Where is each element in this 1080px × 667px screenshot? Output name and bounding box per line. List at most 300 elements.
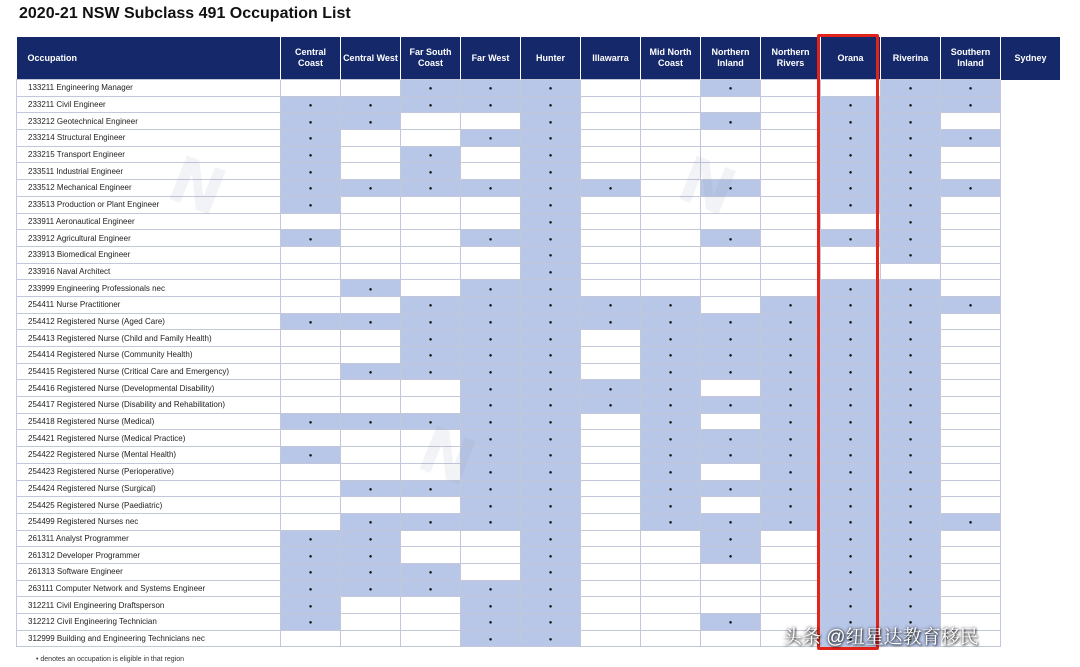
empty-cell: [701, 597, 761, 614]
occupation-cell: 233212 Geotechnical Engineer: [17, 113, 281, 130]
eligible-dot-cell: [821, 96, 881, 113]
eligible-dot-cell: [401, 347, 461, 364]
eligible-dot-cell: [881, 146, 941, 163]
header-region: Southern Inland: [941, 37, 1001, 80]
table-row: [17, 430, 1061, 447]
eligible-dot-cell: [761, 497, 821, 514]
eligible-dot-cell: [341, 563, 401, 580]
empty-cell: [401, 380, 461, 397]
eligible-dot-cell: [881, 497, 941, 514]
eligible-dot-cell: [521, 363, 581, 380]
eligible-dot-cell: [401, 313, 461, 330]
occupation-cell: 254425 Registered Nurse (Paediatric): [17, 497, 281, 514]
eligible-dot-cell: [821, 163, 881, 180]
eligible-dot-cell: [341, 413, 401, 430]
eligible-dot-cell: [881, 463, 941, 480]
table-row: [17, 80, 1061, 97]
table-row: [17, 280, 1061, 297]
eligible-dot-cell: [881, 513, 941, 530]
empty-cell: [341, 347, 401, 364]
occupation-cell: 254412 Registered Nurse (Aged Care): [17, 313, 281, 330]
empty-cell: [401, 196, 461, 213]
eligible-dot-cell: [521, 580, 581, 597]
table-row: [17, 397, 1061, 414]
eligible-dot-cell: [821, 547, 881, 564]
empty-cell: [581, 497, 641, 514]
empty-cell: [941, 163, 1001, 180]
eligible-dot-cell: [281, 597, 341, 614]
empty-cell: [281, 330, 341, 347]
eligible-dot-cell: [821, 130, 881, 147]
eligible-dot-cell: [641, 513, 701, 530]
header-region: Northern Inland: [701, 37, 761, 80]
empty-cell: [941, 597, 1001, 614]
empty-cell: [581, 463, 641, 480]
empty-cell: [641, 230, 701, 247]
eligible-dot-cell: [821, 146, 881, 163]
footnote: • denotes an occupation is eligible in that region: [36, 656, 184, 663]
empty-cell: [461, 547, 521, 564]
eligible-dot-cell: [401, 363, 461, 380]
eligible-dot-cell: [401, 330, 461, 347]
empty-cell: [341, 263, 401, 280]
eligible-dot-cell: [341, 580, 401, 597]
eligible-dot-cell: [881, 163, 941, 180]
eligible-dot-cell: [341, 530, 401, 547]
empty-cell: [701, 196, 761, 213]
eligible-dot-cell: [641, 430, 701, 447]
watermark: N: [158, 142, 236, 232]
eligible-dot-cell: [401, 563, 461, 580]
empty-cell: [581, 263, 641, 280]
empty-cell: [701, 630, 761, 647]
eligible-dot-cell: [881, 213, 941, 230]
empty-cell: [761, 263, 821, 280]
empty-cell: [281, 497, 341, 514]
table-row: [17, 96, 1061, 113]
occupation-cell: 261313 Software Engineer: [17, 563, 281, 580]
eligible-dot-cell: [461, 296, 521, 313]
table-row: [17, 363, 1061, 380]
eligible-dot-cell: [881, 196, 941, 213]
empty-cell: [401, 547, 461, 564]
eligible-dot-cell: [821, 580, 881, 597]
empty-cell: [641, 80, 701, 97]
empty-cell: [581, 146, 641, 163]
eligible-dot-cell: [701, 347, 761, 364]
table-row: [17, 580, 1061, 597]
occupation-cell: 263111 Computer Network and Systems Engineer: [17, 580, 281, 597]
eligible-dot-cell: [281, 196, 341, 213]
empty-cell: [941, 280, 1001, 297]
eligible-dot-cell: [821, 563, 881, 580]
eligible-dot-cell: [761, 430, 821, 447]
table-row: [17, 196, 1061, 213]
empty-cell: [641, 180, 701, 197]
empty-cell: [641, 530, 701, 547]
occupation-cell: 254414 Registered Nurse (Community Health): [17, 347, 281, 364]
eligible-dot-cell: [401, 146, 461, 163]
eligible-dot-cell: [401, 580, 461, 597]
eligible-dot-cell: [341, 96, 401, 113]
occupation-cell: 233512 Mechanical Engineer: [17, 180, 281, 197]
eligible-dot-cell: [881, 180, 941, 197]
eligible-dot-cell: [521, 380, 581, 397]
eligible-dot-cell: [521, 213, 581, 230]
table-row: [17, 347, 1061, 364]
page-title: 2020-21 NSW Subclass 491 Occupation List: [19, 5, 351, 22]
empty-cell: [581, 113, 641, 130]
empty-cell: [581, 246, 641, 263]
eligible-dot-cell: [461, 463, 521, 480]
eligible-dot-cell: [881, 96, 941, 113]
eligible-dot-cell: [521, 497, 581, 514]
empty-cell: [941, 363, 1001, 380]
eligible-dot-cell: [521, 480, 581, 497]
empty-cell: [341, 146, 401, 163]
table-row: [17, 563, 1061, 580]
eligible-dot-cell: [521, 96, 581, 113]
empty-cell: [941, 480, 1001, 497]
empty-cell: [281, 246, 341, 263]
empty-cell: [581, 96, 641, 113]
empty-cell: [641, 196, 701, 213]
table-row: [17, 296, 1061, 313]
eligible-dot-cell: [941, 96, 1001, 113]
header-region: Riverina: [881, 37, 941, 80]
eligible-dot-cell: [761, 413, 821, 430]
empty-cell: [761, 547, 821, 564]
eligible-dot-cell: [521, 597, 581, 614]
empty-cell: [641, 130, 701, 147]
eligible-dot-cell: [641, 330, 701, 347]
empty-cell: [581, 447, 641, 464]
eligible-dot-cell: [341, 313, 401, 330]
empty-cell: [761, 597, 821, 614]
eligible-dot-cell: [881, 280, 941, 297]
empty-cell: [701, 413, 761, 430]
empty-cell: [581, 530, 641, 547]
empty-cell: [761, 280, 821, 297]
empty-cell: [341, 614, 401, 631]
eligible-dot-cell: [461, 230, 521, 247]
table-row: [17, 597, 1061, 614]
empty-cell: [281, 347, 341, 364]
empty-cell: [941, 196, 1001, 213]
eligible-dot-cell: [701, 313, 761, 330]
eligible-dot-cell: [821, 597, 881, 614]
table-row: [17, 413, 1061, 430]
eligible-dot-cell: [881, 413, 941, 430]
eligible-dot-cell: [821, 463, 881, 480]
eligible-dot-cell: [761, 480, 821, 497]
empty-cell: [761, 246, 821, 263]
empty-cell: [401, 614, 461, 631]
occupation-cell: 254421 Registered Nurse (Medical Practice): [17, 430, 281, 447]
eligible-dot-cell: [701, 330, 761, 347]
eligible-dot-cell: [401, 296, 461, 313]
eligible-dot-cell: [281, 580, 341, 597]
empty-cell: [581, 163, 641, 180]
eligible-dot-cell: [281, 96, 341, 113]
eligible-dot-cell: [281, 130, 341, 147]
eligible-dot-cell: [401, 180, 461, 197]
empty-cell: [281, 280, 341, 297]
empty-cell: [581, 347, 641, 364]
empty-cell: [941, 347, 1001, 364]
eligible-dot-cell: [641, 380, 701, 397]
eligible-dot-cell: [461, 614, 521, 631]
occupation-cell: 254417 Registered Nurse (Disability and Rehabilitation): [17, 397, 281, 414]
empty-cell: [581, 430, 641, 447]
empty-cell: [341, 630, 401, 647]
eligible-dot-cell: [821, 380, 881, 397]
empty-cell: [941, 263, 1001, 280]
eligible-dot-cell: [461, 397, 521, 414]
eligible-dot-cell: [821, 180, 881, 197]
eligible-dot-cell: [821, 280, 881, 297]
eligible-dot-cell: [761, 447, 821, 464]
eligible-dot-cell: [641, 397, 701, 414]
eligible-dot-cell: [401, 80, 461, 97]
empty-cell: [701, 463, 761, 480]
empty-cell: [821, 80, 881, 97]
eligible-dot-cell: [701, 530, 761, 547]
table-header-row: [17, 37, 1061, 80]
table-row: [17, 230, 1061, 247]
eligible-dot-cell: [881, 563, 941, 580]
empty-cell: [701, 580, 761, 597]
eligible-dot-cell: [461, 347, 521, 364]
eligible-dot-cell: [401, 480, 461, 497]
eligible-dot-cell: [881, 530, 941, 547]
eligible-dot-cell: [461, 497, 521, 514]
empty-cell: [281, 263, 341, 280]
eligible-dot-cell: [701, 80, 761, 97]
empty-cell: [641, 96, 701, 113]
eligible-dot-cell: [521, 330, 581, 347]
eligible-dot-cell: [761, 513, 821, 530]
eligible-dot-cell: [761, 330, 821, 347]
eligible-dot-cell: [821, 530, 881, 547]
occupation-cell: 233511 Industrial Engineer: [17, 163, 281, 180]
eligible-dot-cell: [461, 180, 521, 197]
empty-cell: [581, 130, 641, 147]
eligible-dot-cell: [881, 313, 941, 330]
eligible-dot-cell: [881, 330, 941, 347]
eligible-dot-cell: [521, 113, 581, 130]
eligible-dot-cell: [521, 146, 581, 163]
eligible-dot-cell: [281, 313, 341, 330]
table-row: [17, 330, 1061, 347]
eligible-dot-cell: [281, 447, 341, 464]
eligible-dot-cell: [341, 113, 401, 130]
empty-cell: [941, 230, 1001, 247]
eligible-dot-cell: [701, 180, 761, 197]
empty-cell: [701, 280, 761, 297]
empty-cell: [701, 296, 761, 313]
occupation-cell: 312211 Civil Engineering Draftsperson: [17, 597, 281, 614]
eligible-dot-cell: [761, 347, 821, 364]
empty-cell: [761, 113, 821, 130]
eligible-dot-cell: [521, 196, 581, 213]
eligible-dot-cell: [521, 296, 581, 313]
empty-cell: [281, 397, 341, 414]
table-row: [17, 513, 1061, 530]
eligible-dot-cell: [461, 597, 521, 614]
empty-cell: [941, 397, 1001, 414]
table-row: [17, 113, 1061, 130]
occupation-cell: 261311 Analyst Programmer: [17, 530, 281, 547]
empty-cell: [281, 213, 341, 230]
empty-cell: [281, 363, 341, 380]
eligible-dot-cell: [881, 580, 941, 597]
table-row: [17, 263, 1061, 280]
occupation-cell: 254418 Registered Nurse (Medical): [17, 413, 281, 430]
empty-cell: [941, 547, 1001, 564]
empty-cell: [581, 597, 641, 614]
eligible-dot-cell: [521, 347, 581, 364]
empty-cell: [581, 80, 641, 97]
eligible-dot-cell: [701, 430, 761, 447]
eligible-dot-cell: [641, 480, 701, 497]
empty-cell: [281, 630, 341, 647]
empty-cell: [401, 113, 461, 130]
empty-cell: [461, 113, 521, 130]
empty-cell: [941, 430, 1001, 447]
empty-cell: [761, 163, 821, 180]
empty-cell: [581, 196, 641, 213]
empty-cell: [461, 196, 521, 213]
eligible-dot-cell: [461, 130, 521, 147]
eligible-dot-cell: [461, 513, 521, 530]
occupation-cell: 233912 Agricultural Engineer: [17, 230, 281, 247]
empty-cell: [701, 130, 761, 147]
eligible-dot-cell: [461, 330, 521, 347]
eligible-dot-cell: [881, 397, 941, 414]
eligible-dot-cell: [581, 380, 641, 397]
eligible-dot-cell: [521, 547, 581, 564]
empty-cell: [341, 130, 401, 147]
watermark-caption: 头条 @纽星达教育移民: [783, 627, 979, 648]
eligible-dot-cell: [461, 80, 521, 97]
occupation-cell: 254422 Registered Nurse (Mental Health): [17, 447, 281, 464]
empty-cell: [581, 363, 641, 380]
eligible-dot-cell: [941, 513, 1001, 530]
eligible-dot-cell: [281, 563, 341, 580]
eligible-dot-cell: [701, 113, 761, 130]
empty-cell: [281, 430, 341, 447]
empty-cell: [401, 530, 461, 547]
eligible-dot-cell: [461, 447, 521, 464]
empty-cell: [341, 230, 401, 247]
occupation-cell: 312999 Building and Engineering Technicians nec: [17, 630, 281, 647]
occupation-cell: 254424 Registered Nurse (Surgical): [17, 480, 281, 497]
eligible-dot-cell: [761, 463, 821, 480]
header-region: Hunter: [521, 37, 581, 80]
eligible-dot-cell: [881, 547, 941, 564]
eligible-dot-cell: [461, 480, 521, 497]
eligible-dot-cell: [341, 180, 401, 197]
empty-cell: [761, 196, 821, 213]
eligible-dot-cell: [821, 413, 881, 430]
eligible-dot-cell: [581, 313, 641, 330]
empty-cell: [701, 163, 761, 180]
empty-cell: [941, 497, 1001, 514]
header-region: Central West: [341, 37, 401, 80]
eligible-dot-cell: [761, 397, 821, 414]
eligible-dot-cell: [281, 413, 341, 430]
eligible-dot-cell: [701, 230, 761, 247]
empty-cell: [341, 80, 401, 97]
empty-cell: [761, 580, 821, 597]
eligible-dot-cell: [821, 497, 881, 514]
empty-cell: [581, 280, 641, 297]
eligible-dot-cell: [581, 180, 641, 197]
eligible-dot-cell: [821, 513, 881, 530]
eligible-dot-cell: [521, 230, 581, 247]
occupation-cell: 233211 Civil Engineer: [17, 96, 281, 113]
empty-cell: [761, 563, 821, 580]
empty-cell: [641, 263, 701, 280]
empty-cell: [761, 80, 821, 97]
eligible-dot-cell: [761, 380, 821, 397]
eligible-dot-cell: [461, 580, 521, 597]
eligible-dot-cell: [281, 614, 341, 631]
empty-cell: [341, 246, 401, 263]
empty-cell: [701, 146, 761, 163]
empty-cell: [701, 213, 761, 230]
empty-cell: [401, 230, 461, 247]
empty-cell: [281, 463, 341, 480]
eligible-dot-cell: [881, 80, 941, 97]
eligible-dot-cell: [521, 614, 581, 631]
empty-cell: [761, 146, 821, 163]
eligible-dot-cell: [461, 430, 521, 447]
eligible-dot-cell: [821, 430, 881, 447]
empty-cell: [581, 413, 641, 430]
table-row: [17, 146, 1061, 163]
empty-cell: [461, 163, 521, 180]
empty-cell: [401, 130, 461, 147]
empty-cell: [941, 447, 1001, 464]
empty-cell: [401, 263, 461, 280]
empty-cell: [461, 246, 521, 263]
empty-cell: [701, 380, 761, 397]
eligible-dot-cell: [821, 296, 881, 313]
eligible-dot-cell: [401, 163, 461, 180]
occupation-cell: 254415 Registered Nurse (Critical Care and Emergency): [17, 363, 281, 380]
eligible-dot-cell: [821, 113, 881, 130]
eligible-dot-cell: [701, 547, 761, 564]
eligible-dot-cell: [641, 497, 701, 514]
header-region: Central Coast: [281, 37, 341, 80]
eligible-dot-cell: [761, 363, 821, 380]
eligible-dot-cell: [281, 146, 341, 163]
eligible-dot-cell: [461, 630, 521, 647]
eligible-dot-cell: [641, 463, 701, 480]
eligible-dot-cell: [461, 96, 521, 113]
eligible-dot-cell: [521, 513, 581, 530]
eligible-dot-cell: [881, 480, 941, 497]
occupation-table: [16, 37, 1061, 647]
empty-cell: [461, 263, 521, 280]
empty-cell: [761, 230, 821, 247]
eligible-dot-cell: [521, 463, 581, 480]
eligible-dot-cell: [521, 530, 581, 547]
eligible-dot-cell: [521, 246, 581, 263]
header-region: Orana: [821, 37, 881, 80]
